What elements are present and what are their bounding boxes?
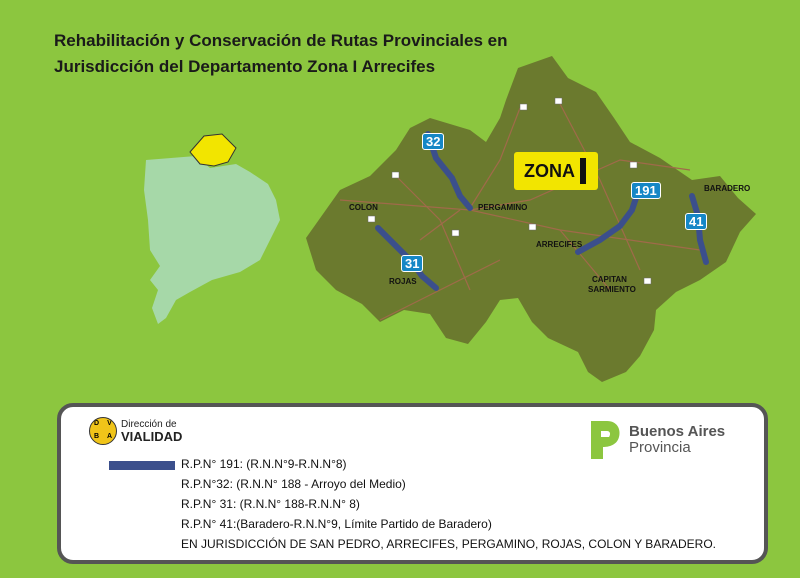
zona-label: ZONA bbox=[524, 160, 575, 181]
legend-panel bbox=[57, 403, 768, 564]
legend-line-41: R.P.N° 41:(Baradero-R.N.N°9, Límite Partido de Baradero) bbox=[181, 517, 492, 531]
badge-d: D bbox=[93, 420, 100, 427]
city-pergamino: PERGAMINO bbox=[478, 203, 528, 212]
badge-a: A bbox=[106, 433, 113, 440]
zona-label-box bbox=[514, 152, 598, 190]
badge-v: V bbox=[107, 420, 112, 427]
route-32-badge: 32 bbox=[422, 133, 444, 150]
ba-text-1: Buenos Aires bbox=[629, 423, 726, 440]
city-arrecifes: ARRECIFES bbox=[536, 240, 583, 249]
vialidad-text-2: VIALIDAD bbox=[121, 429, 183, 444]
title-line-2: Jurisdicción del Departamento Zona I Arrecifes bbox=[54, 57, 436, 76]
city-baradero: BARADERO bbox=[704, 184, 751, 193]
city-capitan-sarmiento-2: SARMIENTO bbox=[588, 285, 636, 294]
zona-marker-bar bbox=[580, 158, 586, 184]
route-191-badge: 191 bbox=[631, 182, 661, 199]
legend-line-32: R.P.N°32: (R.N.N° 188 - Arroyo del Medio) bbox=[181, 477, 406, 491]
province-inset bbox=[144, 156, 280, 324]
route-legend-swatch bbox=[109, 461, 175, 470]
ba-text-2: Provincia bbox=[629, 439, 691, 456]
vialidad-logo bbox=[89, 417, 182, 445]
legend-line-191: R.P.N° 191: (R.N.N°9-R.N.N°8) bbox=[181, 457, 347, 471]
city-colon: COLON bbox=[349, 203, 378, 212]
buenos-aires-logo bbox=[585, 417, 725, 463]
legend-line-jurisdiction: EN JURISDICCIÓN DE SAN PEDRO, ARRECIFES, PERGAMINO, ROJAS, COLON Y BARADERO. bbox=[181, 537, 716, 551]
city-capitan-sarmiento-1: CAPITAN bbox=[592, 275, 627, 284]
route-41-badge: 41 bbox=[685, 213, 707, 230]
buenos-aires-mark-icon bbox=[585, 417, 625, 463]
vialidad-text-1: Dirección de bbox=[121, 419, 177, 430]
legend-line-31: R.P.N° 31: (R.N.N° 188-R.N.N° 8) bbox=[181, 497, 360, 511]
title-line-1: Rehabilitación y Conservación de Rutas Provinciales en bbox=[54, 31, 508, 50]
badge-b: B bbox=[93, 433, 100, 440]
city-rojas: ROJAS bbox=[389, 277, 417, 286]
vialidad-badge-icon bbox=[89, 417, 117, 445]
route-31-badge: 31 bbox=[401, 255, 423, 272]
